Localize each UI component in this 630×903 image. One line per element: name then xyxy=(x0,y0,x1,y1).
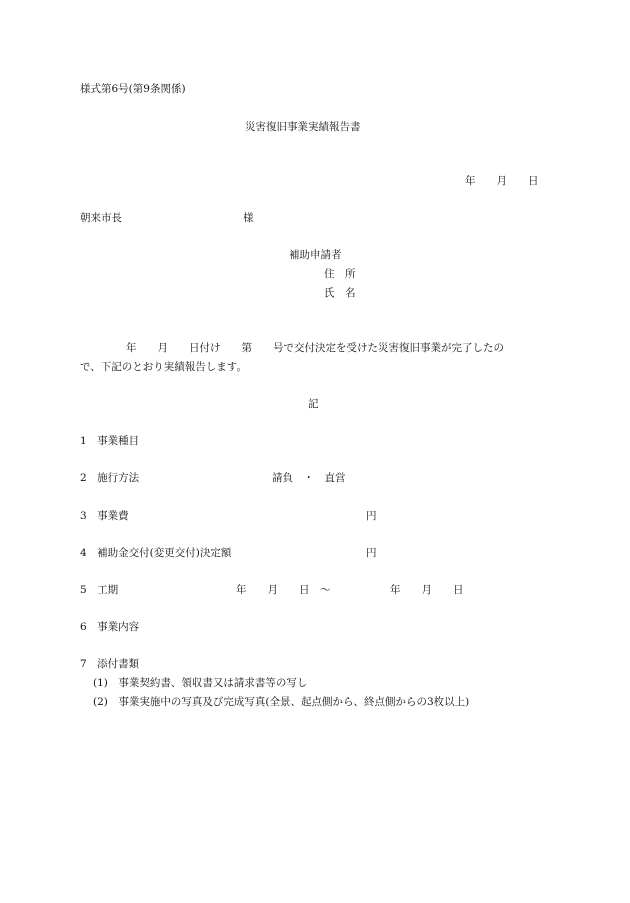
body-line-1: 年 月 日付け 第 号で交付決定を受けた災害復旧事業が完了したの xyxy=(126,342,504,354)
document-title: 災害復旧事業実績報告書 xyxy=(245,121,361,133)
item-6-label: 6 事業内容 xyxy=(80,621,140,633)
item-2-value: 請負 ・ 直営 xyxy=(272,472,346,484)
applicant-label: 補助申請者 xyxy=(289,249,342,261)
addressee-honorific: 様 xyxy=(243,212,254,224)
item-1-label: 1 事業種目 xyxy=(80,435,140,447)
applicant-name-label: 氏 名 xyxy=(324,287,356,299)
attachment-2: (2) 事業実施中の写真及び完成写真(全景、起点側から、終点側からの3枚以上) xyxy=(93,696,470,708)
item-5-start: 年 月 日 ～ xyxy=(236,584,331,596)
form-number: 様式第6号(第9条関係) xyxy=(80,83,186,95)
item-5-label: 5 工期 xyxy=(80,584,119,596)
attachment-1: (1) 事業契約書、領収書又は請求書等の写し xyxy=(93,677,308,689)
body-line-2: で、下記のとおり実績報告します。 xyxy=(80,361,247,373)
item-7-label: 7 添付書類 xyxy=(80,658,140,670)
applicant-address-label: 住 所 xyxy=(324,268,356,280)
date-line: 年 月 日 xyxy=(465,175,539,187)
item-3-label: 3 事業費 xyxy=(80,510,129,522)
item-4-label: 4 補助金交付(変更交付)決定額 xyxy=(80,547,232,559)
item-5-end: 年 月 日 xyxy=(390,584,464,596)
item-3-unit: 円 xyxy=(366,510,377,522)
addressee-name: 朝来市長 xyxy=(80,212,122,224)
item-2-label: 2 施行方法 xyxy=(80,472,140,484)
item-4-unit: 円 xyxy=(366,547,377,559)
ki-heading: 記 xyxy=(308,398,319,410)
